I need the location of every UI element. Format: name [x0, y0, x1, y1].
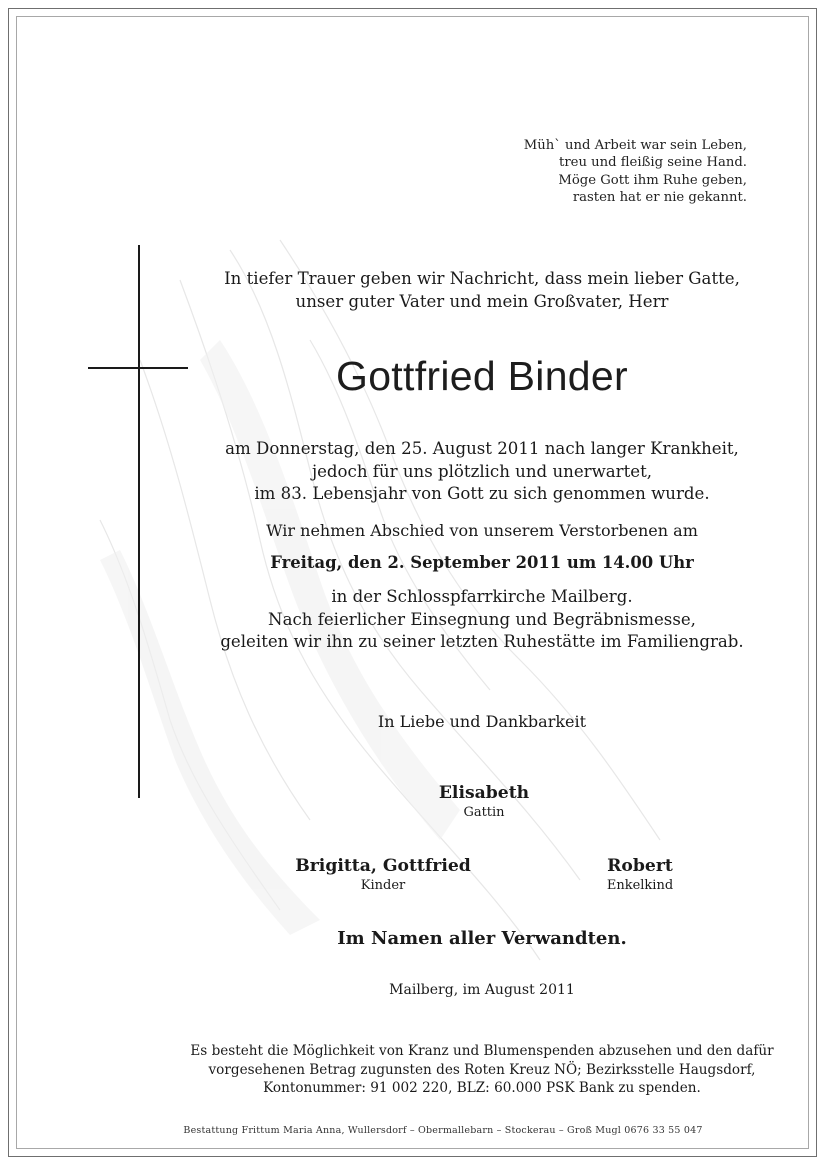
- farewell-line: Wir nehmen Abschied von unserem Verstorbenen am: [266, 521, 698, 540]
- donation-line: vorgesehenen Betrag zugunsten des Roten Kreuz NÖ; Bezirksstelle Haugsdorf,: [208, 1061, 756, 1078]
- funeral-home-footer: Bestattung Frittum Maria Anna, Wullersdorf – Obermallebarn – Stockerau – Groß Mugl 0676 33 55 047: [183, 1125, 703, 1136]
- church-line: Nach feierlicher Einsegnung und Begräbnismesse,: [268, 609, 696, 629]
- mourner-role: Gattin: [463, 805, 505, 820]
- intro-line: unser guter Vater und mein Großvater, Herr: [295, 291, 669, 311]
- announcement-intro: [140, 268, 824, 313]
- mourner-children: [260, 855, 506, 895]
- mourner-grandchild: [560, 855, 720, 895]
- mourner-role: Enkelkind: [606, 878, 674, 893]
- deceased-name: Gottfried Binder: [336, 353, 628, 399]
- poem-line: rasten hat er nie gekannt.: [572, 189, 747, 205]
- poem-verse: [524, 137, 747, 206]
- mourner-name: Brigitta, Gottfried: [295, 856, 471, 876]
- death-notice: [140, 438, 824, 506]
- place-date: Mailberg, im August 2011: [389, 982, 575, 998]
- relatives-line: Im Namen aller Verwandten.: [337, 928, 627, 949]
- church-service: [140, 586, 824, 654]
- donation-line: Es besteht die Möglichkeit von Kranz und Blumenspenden abzusehen und den dafür: [190, 1043, 774, 1059]
- mourner-wife: [370, 782, 598, 822]
- funeral-date: Freitag, den 2. September 2011 um 14.00 Uhr: [270, 553, 694, 572]
- intro-line: In tiefer Trauer geben wir Nachricht, dass mein lieber Gatte,: [224, 269, 740, 288]
- mourner-name: Robert: [607, 856, 673, 876]
- poem-line: Möge Gott ihm Ruhe geben,: [558, 172, 747, 188]
- death-notice-line: am Donnerstag, den 25. August 2011 nach langer Krankheit,: [225, 439, 739, 458]
- poem-line: treu und fleißig seine Hand.: [559, 155, 747, 171]
- death-notice-line: jedoch für uns plötzlich und unerwartet,: [311, 461, 653, 481]
- poem-line: Müh` und Arbeit war sein Leben,: [523, 138, 747, 153]
- mourner-name: Elisabeth: [438, 783, 530, 803]
- closing-line: In Liebe und Dankbarkeit: [377, 712, 587, 731]
- donation-line: Kontonummer: 91 002 220, BLZ: 60.000 PSK Bank zu spenden.: [263, 1080, 701, 1097]
- death-notice-line: im 83. Lebensjahr von Gott zu sich genommen wurde.: [254, 484, 710, 503]
- church-line: in der Schlosspfarrkirche Mailberg.: [331, 587, 633, 606]
- donation-note: [140, 1042, 824, 1098]
- church-line: geleiten wir ihn zu seiner letzten Ruhestätte im Familiengrab.: [220, 632, 744, 651]
- mourner-role: Kinder: [360, 878, 406, 893]
